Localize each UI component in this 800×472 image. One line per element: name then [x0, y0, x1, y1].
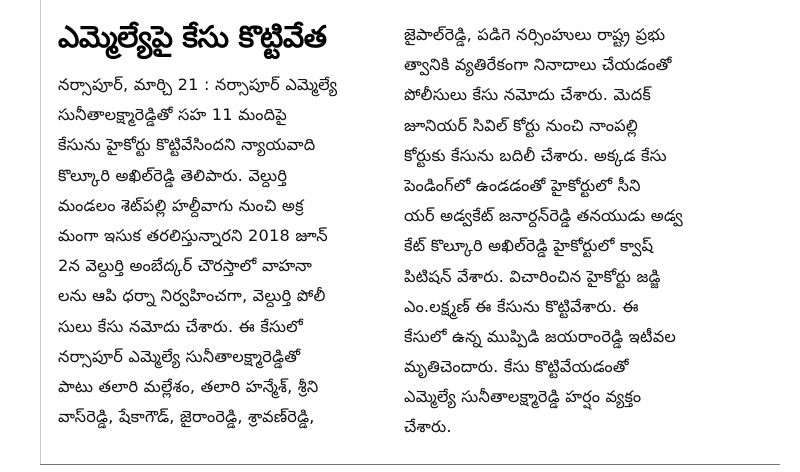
body-line: ఎం.లక్ష్మణ్ ఈ కేసును కొట్టివేశారు. ఈ [404, 296, 639, 316]
body-line: పెండింగ్‌లో ఉండడంతో హైకోర్టులో సీని [404, 175, 641, 195]
body-line: త్వానికి వ్యతిరేకంగా నినాదాలు చేయడంతో [404, 55, 672, 75]
body-line: సునీతాలక్ష్మారెడ్డితో సహ 11 మందిపై [58, 105, 288, 125]
body-line: పోలీసులు కేసు నమోదు చేశారు. మెదక్ [404, 85, 652, 105]
body-line: మృతిచెందారు. కేసు కొట్టివేయడంతో [404, 357, 629, 377]
body-line: నర్సాపూర్ ఎమ్మెల్యే సునీతాలక్ష్మారెడ్డితో [58, 346, 301, 366]
article-left-column [58, 8, 390, 432]
body-line: జైపాల్‌రెడ్డి, పడిగె నర్సింహులు రాష్ట్ర ప్రభు [404, 25, 666, 44]
body-line: మంగా ఇసుక తరలిస్తున్నారని 2018 జూన్ [58, 225, 328, 245]
body-line: చేశారు. [404, 417, 452, 437]
body-line: యర్ అడ్వకేట్ జనార్దన్‌రెడ్డి తనయుడు అడ్వ [404, 206, 683, 226]
body-line: పాటు తలారి మల్లేశం, తలారి హన్మేశ్, శ్రీని [58, 376, 319, 396]
body-line: పిటిషన్ వేశారు. విచారించిన హైకోర్టు జడ్జి [404, 266, 661, 286]
bottom-divider [40, 464, 780, 465]
body-line: వాస్‌రెడ్డి, షేకాగౌడ్, జైరాంరెడ్డి, శ్రావణ్‌రెడ్డి, [58, 407, 315, 427]
body-line: ఎమ్మెల్యే సునీతాలక్ష్మారెడ్డి హర్షం వ్యక్తం [404, 387, 642, 407]
body-line: జూనియర్ సివిల్ కోర్టు నుంచి నాంపల్లి [404, 115, 638, 135]
body-line: కేసులో ఉన్న ముప్పిడి జయరాంరెడ్డి ఇటీవల [404, 326, 677, 346]
body-line: సులు కేసు నమోదు చేశారు. ఈ కేసులో [58, 316, 303, 336]
body-line: కేట్ కొల్కూరి అఖిల్‌రెడ్డి హైకోర్టులో క్వాష్ [404, 236, 654, 256]
article-right-column [404, 20, 760, 443]
column-rule-left [40, 0, 41, 464]
body-line: నర్సాపూర్, మార్చి 21 : నర్సాపూర్ ఎమ్మెల్యే [58, 75, 338, 94]
body-line: 2న వెల్దుర్తి అంబేద్కర్ చౌరస్తాలో వాహనా [58, 256, 312, 276]
body-line: కొల్కూరి అఖిల్‌రెడ్డి తెలిపారు. వెల్దుర్తి [58, 165, 288, 185]
body-line: కేసును హైకోర్టు కొట్టివేసిందని న్యాయవాది [58, 135, 316, 155]
body-line: లను ఆపి ధర్నా నిర్వహించగా, వెల్దుర్తి పోలీ [58, 286, 326, 306]
article-headline: ఎమ్మెల్యేపై కేసు కొట్టివేత [58, 20, 327, 55]
body-line: మండలం శెట్‌పల్లి హల్దీవాగు నుంచి అక్ర [58, 195, 304, 215]
body-line: కోర్టుకు కేసును బదిలీ చేశారు. అక్కడ కేసు [404, 145, 667, 165]
